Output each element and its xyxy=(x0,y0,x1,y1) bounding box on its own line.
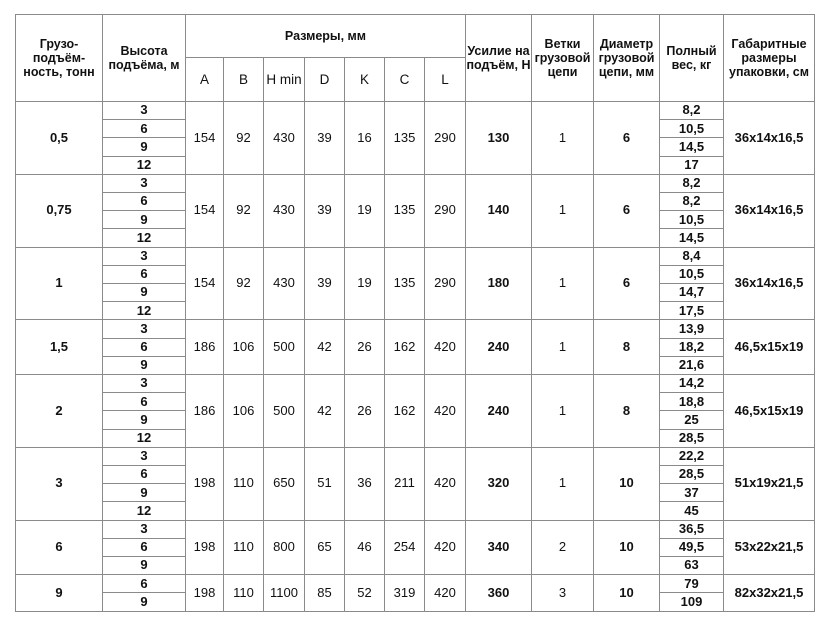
dim-b-cell: 106 xyxy=(224,320,264,375)
header-chains: Ветки грузовой цепи xyxy=(532,15,594,102)
weight-cell: 36,5 xyxy=(660,520,724,538)
dim-h-cell: 430 xyxy=(264,174,305,247)
weight-cell: 10,5 xyxy=(660,211,724,229)
dim-b-cell: 92 xyxy=(224,102,264,175)
header-lift-height: Высота подъёма, м xyxy=(103,15,186,102)
header-force: Усилие на подъём, Н xyxy=(466,15,532,102)
capacity-cell: 3 xyxy=(16,447,103,520)
lift-height-cell: 9 xyxy=(103,284,186,302)
dim-l-cell: 290 xyxy=(425,174,466,247)
pack-size-cell: 46,5x15x19 xyxy=(724,375,815,448)
dim-l-cell: 420 xyxy=(425,375,466,448)
capacity-cell: 1 xyxy=(16,247,103,320)
dim-k-cell: 36 xyxy=(345,447,385,520)
pack-size-cell: 51x19x21,5 xyxy=(724,447,815,520)
chains-cell: 1 xyxy=(532,247,594,320)
weight-cell: 49,5 xyxy=(660,538,724,556)
dim-c-cell: 254 xyxy=(385,520,425,575)
header-dim-l: L xyxy=(425,58,466,102)
lift-height-cell: 6 xyxy=(103,265,186,283)
lift-height-cell: 6 xyxy=(103,466,186,484)
dim-k-cell: 26 xyxy=(345,375,385,448)
header-dim-d: D xyxy=(305,58,345,102)
dim-a-cell: 198 xyxy=(186,575,224,612)
header-dim-b: B xyxy=(224,58,264,102)
lift-height-cell: 12 xyxy=(103,429,186,447)
dim-a-cell: 186 xyxy=(186,375,224,448)
force-cell: 320 xyxy=(466,447,532,520)
dim-k-cell: 26 xyxy=(345,320,385,375)
header-dim-k: K xyxy=(345,58,385,102)
dim-c-cell: 135 xyxy=(385,174,425,247)
force-cell: 240 xyxy=(466,320,532,375)
dim-a-cell: 154 xyxy=(186,174,224,247)
chain-diameter-cell: 10 xyxy=(594,520,660,575)
lift-height-cell: 3 xyxy=(103,520,186,538)
dim-l-cell: 420 xyxy=(425,520,466,575)
pack-size-cell: 46,5x15x19 xyxy=(724,320,815,375)
capacity-cell: 0,5 xyxy=(16,102,103,175)
chains-cell: 1 xyxy=(532,375,594,448)
chains-cell: 1 xyxy=(532,102,594,175)
chains-cell: 1 xyxy=(532,447,594,520)
lift-height-cell: 9 xyxy=(103,557,186,575)
dim-b-cell: 106 xyxy=(224,375,264,448)
dim-d-cell: 51 xyxy=(305,447,345,520)
dim-l-cell: 420 xyxy=(425,320,466,375)
header-dimensions: Размеры, мм xyxy=(186,15,466,58)
pack-size-cell: 82x32x21,5 xyxy=(724,575,815,612)
chain-diameter-cell: 10 xyxy=(594,447,660,520)
force-cell: 180 xyxy=(466,247,532,320)
dim-h-cell: 430 xyxy=(264,247,305,320)
lift-height-cell: 9 xyxy=(103,484,186,502)
weight-cell: 10,5 xyxy=(660,120,724,138)
header-dim-hmin: H min xyxy=(264,58,305,102)
dim-h-cell: 650 xyxy=(264,447,305,520)
weight-cell: 8,2 xyxy=(660,174,724,192)
weight-cell: 10,5 xyxy=(660,265,724,283)
weight-cell: 8,2 xyxy=(660,193,724,211)
dim-d-cell: 42 xyxy=(305,320,345,375)
dim-c-cell: 162 xyxy=(385,375,425,448)
lift-height-cell: 6 xyxy=(103,575,186,593)
dim-b-cell: 110 xyxy=(224,520,264,575)
table-row xyxy=(16,520,815,538)
lift-height-cell: 12 xyxy=(103,302,186,320)
lift-height-cell: 6 xyxy=(103,538,186,556)
lift-height-cell: 3 xyxy=(103,375,186,393)
lift-height-cell: 6 xyxy=(103,393,186,411)
header-chain-diameter: Диаметр грузовой цепи, мм xyxy=(594,15,660,102)
dim-c-cell: 162 xyxy=(385,320,425,375)
pack-size-cell: 36x14x16,5 xyxy=(724,247,815,320)
dim-d-cell: 39 xyxy=(305,174,345,247)
weight-cell: 17 xyxy=(660,156,724,174)
capacity-cell: 1,5 xyxy=(16,320,103,375)
lift-height-cell: 6 xyxy=(103,193,186,211)
weight-cell: 28,5 xyxy=(660,466,724,484)
weight-cell: 14,5 xyxy=(660,138,724,156)
table-row xyxy=(16,247,815,265)
dim-d-cell: 65 xyxy=(305,520,345,575)
force-cell: 360 xyxy=(466,575,532,612)
weight-cell: 18,2 xyxy=(660,338,724,356)
weight-cell: 13,9 xyxy=(660,320,724,338)
chain-diameter-cell: 6 xyxy=(594,174,660,247)
weight-cell: 14,2 xyxy=(660,375,724,393)
dim-c-cell: 135 xyxy=(385,247,425,320)
dim-b-cell: 110 xyxy=(224,447,264,520)
dim-b-cell: 92 xyxy=(224,174,264,247)
chains-cell: 2 xyxy=(532,520,594,575)
dim-b-cell: 110 xyxy=(224,575,264,612)
dim-l-cell: 290 xyxy=(425,247,466,320)
table-row xyxy=(16,174,815,192)
weight-cell: 37 xyxy=(660,484,724,502)
lift-height-cell: 3 xyxy=(103,247,186,265)
dim-a-cell: 186 xyxy=(186,320,224,375)
lift-height-cell: 3 xyxy=(103,102,186,120)
chain-diameter-cell: 8 xyxy=(594,320,660,375)
spec-table-body xyxy=(16,102,815,612)
dim-h-cell: 430 xyxy=(264,102,305,175)
dim-h-cell: 1100 xyxy=(264,575,305,612)
dim-c-cell: 135 xyxy=(385,102,425,175)
dim-k-cell: 19 xyxy=(345,247,385,320)
table-row xyxy=(16,375,815,393)
dim-b-cell: 92 xyxy=(224,247,264,320)
lift-height-cell: 6 xyxy=(103,338,186,356)
weight-cell: 8,2 xyxy=(660,102,724,120)
header-capacity: Грузо-подъём-ность, тонн xyxy=(16,15,103,102)
dim-k-cell: 19 xyxy=(345,174,385,247)
pack-size-cell: 36x14x16,5 xyxy=(724,174,815,247)
weight-cell: 109 xyxy=(660,593,724,612)
dim-c-cell: 211 xyxy=(385,447,425,520)
dim-h-cell: 800 xyxy=(264,520,305,575)
capacity-cell: 9 xyxy=(16,575,103,612)
weight-cell: 21,6 xyxy=(660,356,724,374)
dim-a-cell: 154 xyxy=(186,247,224,320)
weight-cell: 79 xyxy=(660,575,724,593)
chain-diameter-cell: 8 xyxy=(594,375,660,448)
weight-cell: 28,5 xyxy=(660,429,724,447)
dim-a-cell: 198 xyxy=(186,447,224,520)
pack-size-cell: 36x14x16,5 xyxy=(724,102,815,175)
force-cell: 140 xyxy=(466,174,532,247)
dim-l-cell: 420 xyxy=(425,447,466,520)
dim-k-cell: 46 xyxy=(345,520,385,575)
dim-a-cell: 198 xyxy=(186,520,224,575)
chain-diameter-cell: 10 xyxy=(594,575,660,612)
lift-height-cell: 9 xyxy=(103,211,186,229)
capacity-cell: 0,75 xyxy=(16,174,103,247)
pack-size-cell: 53x22x21,5 xyxy=(724,520,815,575)
header-weight: Полный вес, кг xyxy=(660,15,724,102)
lift-height-cell: 12 xyxy=(103,502,186,520)
table-row xyxy=(16,575,815,593)
header-pack-size: Габаритные размеры упаковки, см xyxy=(724,15,815,102)
chain-diameter-cell: 6 xyxy=(594,247,660,320)
dim-k-cell: 52 xyxy=(345,575,385,612)
dim-d-cell: 42 xyxy=(305,375,345,448)
force-cell: 130 xyxy=(466,102,532,175)
lift-height-cell: 9 xyxy=(103,411,186,429)
dim-h-cell: 500 xyxy=(264,320,305,375)
dim-h-cell: 500 xyxy=(264,375,305,448)
lift-height-cell: 12 xyxy=(103,156,186,174)
weight-cell: 14,5 xyxy=(660,229,724,247)
lift-height-cell: 3 xyxy=(103,174,186,192)
weight-cell: 25 xyxy=(660,411,724,429)
hoist-spec-table xyxy=(15,14,815,612)
lift-height-cell: 9 xyxy=(103,138,186,156)
lift-height-cell: 9 xyxy=(103,356,186,374)
chains-cell: 1 xyxy=(532,174,594,247)
header-dim-c: C xyxy=(385,58,425,102)
table-row xyxy=(16,320,815,338)
chains-cell: 3 xyxy=(532,575,594,612)
weight-cell: 8,4 xyxy=(660,247,724,265)
lift-height-cell: 3 xyxy=(103,320,186,338)
dim-a-cell: 154 xyxy=(186,102,224,175)
dim-l-cell: 420 xyxy=(425,575,466,612)
dim-l-cell: 290 xyxy=(425,102,466,175)
header-dim-a: A xyxy=(186,58,224,102)
dim-c-cell: 319 xyxy=(385,575,425,612)
force-cell: 340 xyxy=(466,520,532,575)
table-row xyxy=(16,102,815,120)
table-row xyxy=(16,447,815,465)
lift-height-cell: 6 xyxy=(103,120,186,138)
weight-cell: 17,5 xyxy=(660,302,724,320)
chain-diameter-cell: 6 xyxy=(594,102,660,175)
lift-height-cell: 12 xyxy=(103,229,186,247)
capacity-cell: 2 xyxy=(16,375,103,448)
weight-cell: 63 xyxy=(660,557,724,575)
lift-height-cell: 3 xyxy=(103,447,186,465)
lift-height-cell: 9 xyxy=(103,593,186,612)
weight-cell: 22,2 xyxy=(660,447,724,465)
dim-k-cell: 16 xyxy=(345,102,385,175)
dim-d-cell: 85 xyxy=(305,575,345,612)
dim-d-cell: 39 xyxy=(305,102,345,175)
weight-cell: 45 xyxy=(660,502,724,520)
capacity-cell: 6 xyxy=(16,520,103,575)
weight-cell: 18,8 xyxy=(660,393,724,411)
weight-cell: 14,7 xyxy=(660,284,724,302)
force-cell: 240 xyxy=(466,375,532,448)
chains-cell: 1 xyxy=(532,320,594,375)
dim-d-cell: 39 xyxy=(305,247,345,320)
